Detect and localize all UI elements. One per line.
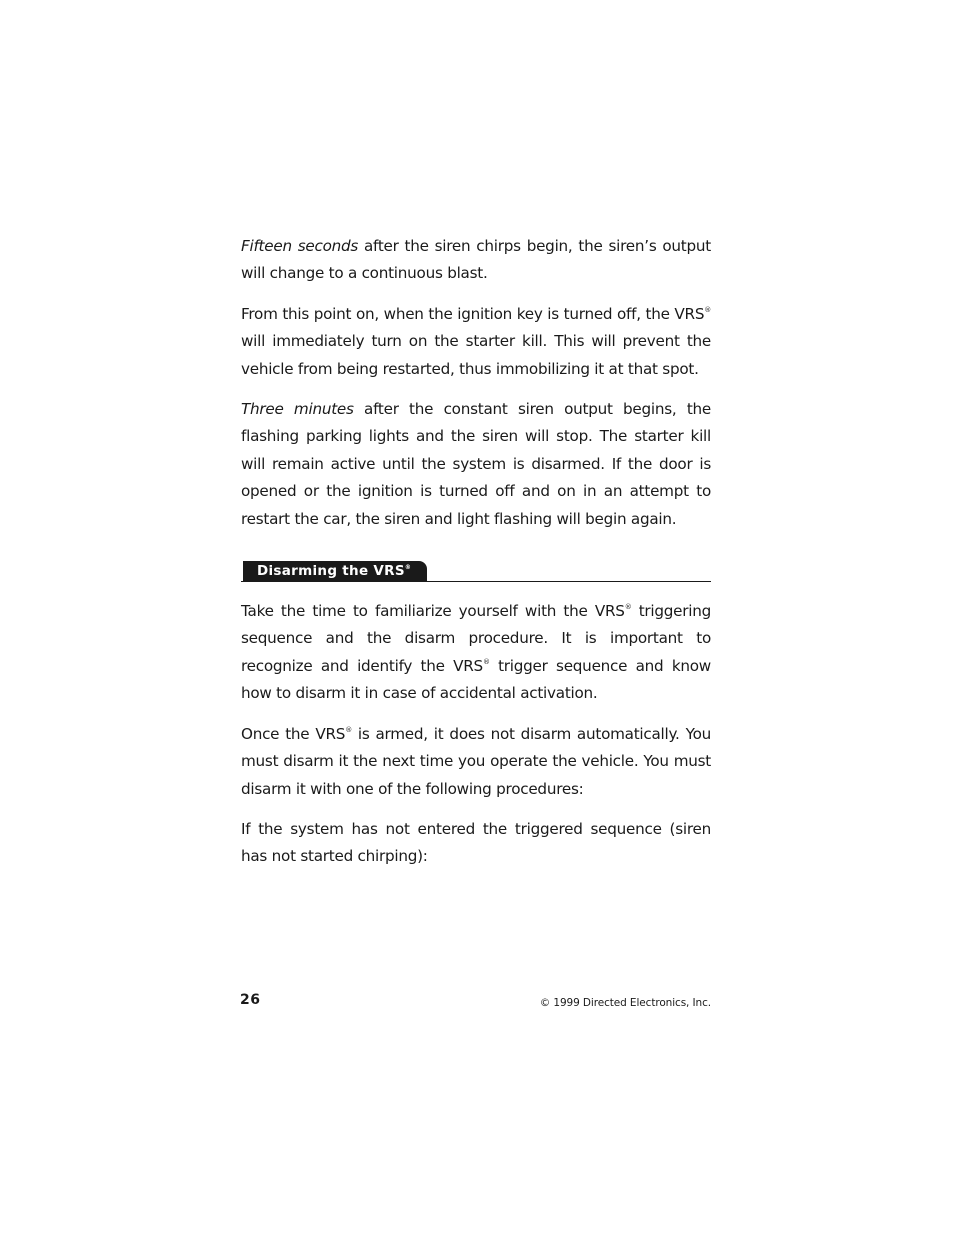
paragraph-fifteen-seconds bbox=[241, 233, 711, 288]
paragraph-text: Once the VRS bbox=[241, 724, 346, 743]
paragraph-text: trigger sequence and know how to disarm it in case of accidental activation. bbox=[241, 656, 711, 703]
registered-mark: ® bbox=[704, 305, 711, 314]
paragraph-starter-kill bbox=[241, 301, 711, 383]
section-title: Disarming the VRS bbox=[257, 563, 405, 580]
paragraph-text: Take the time to familiarize yourself with the VRS bbox=[241, 602, 625, 621]
paragraph-three-minutes bbox=[241, 396, 711, 533]
paragraph-text: will immediately turn on the starter kill. This will prevent the vehicle from being restarted, thus immobilizing it at that spot. bbox=[241, 332, 711, 378]
paragraph-text: triggering sequence and the disarm procedure. It is important to recognize and identify the VRS bbox=[241, 602, 711, 675]
registered-mark: ® bbox=[404, 564, 412, 572]
section-heading-disarming bbox=[241, 559, 711, 582]
page-number: 26 bbox=[240, 992, 261, 1008]
paragraph-text: From this point on, when the ignition key is turned off, the VRS bbox=[241, 304, 705, 323]
paragraph-text: is armed, it does not disarm automatically. You must disarm it the next time you operate the vehicle. You must disarm it with one of the following procedures: bbox=[241, 724, 712, 798]
paragraph-once-armed bbox=[241, 721, 711, 803]
emphasis-three-minutes: Three minutes bbox=[241, 400, 354, 419]
paragraph-familiarize bbox=[241, 598, 711, 708]
section-tab bbox=[243, 561, 427, 581]
paragraph-text: after the siren chirps begin, the siren’s output will change to a continuous blast. bbox=[241, 237, 711, 283]
emphasis-fifteen-seconds: Fifteen seconds bbox=[241, 237, 359, 255]
registered-mark: ® bbox=[624, 603, 632, 612]
registered-mark: ® bbox=[345, 725, 352, 734]
paragraph-text: after the constant siren output begins, the flashing parking lights and the siren will stop. The starter kill will remain active until the system is disarmed. If the door is opened or the ignition is turned off and on in an attempt to restart the car, the siren and light flashing will begin again. bbox=[241, 400, 711, 528]
copyright-notice: © 1999 Directed Electronics, Inc. bbox=[539, 997, 711, 1009]
page-content bbox=[241, 233, 711, 884]
paragraph-text: If the system has not entered the triggered sequence (siren has not started chirping): bbox=[241, 819, 711, 866]
paragraph-not-triggered bbox=[241, 816, 711, 871]
registered-mark: ® bbox=[482, 657, 490, 666]
